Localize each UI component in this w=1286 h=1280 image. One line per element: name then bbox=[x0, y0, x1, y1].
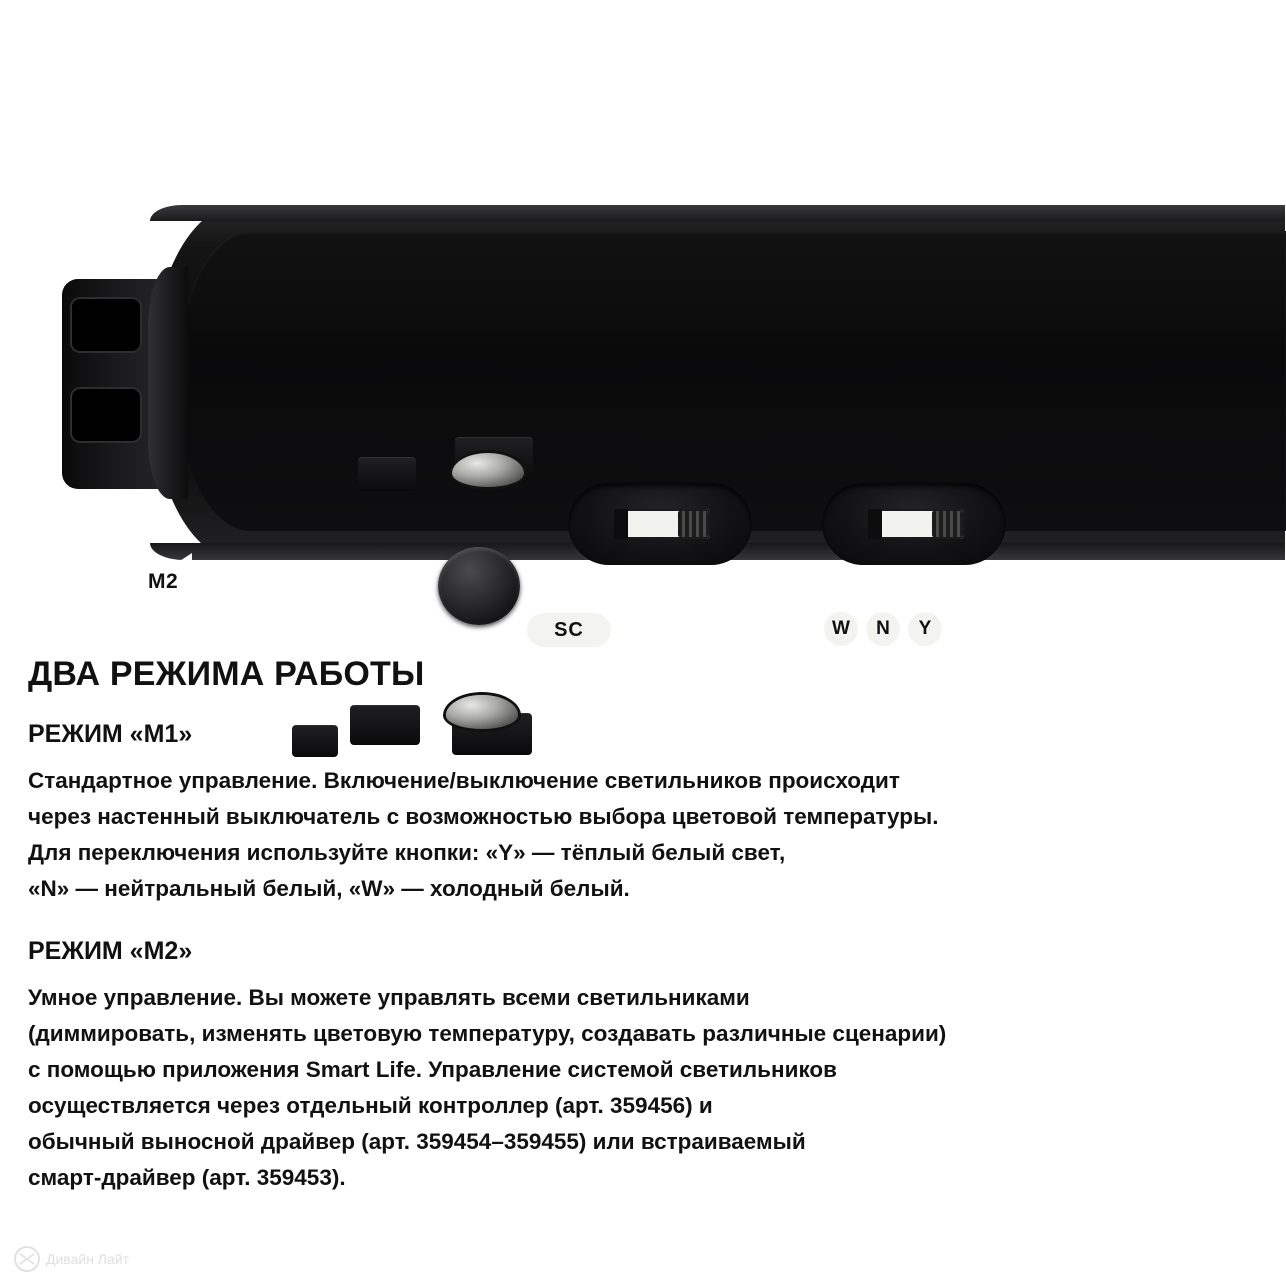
section-body-m1 bbox=[28, 763, 1258, 907]
callout-temperature-switch: Переключатель цветовой температуры: холодный белый/ белый/теплый белый bbox=[724, 661, 1260, 677]
section-heading-m2: РЕЖИМ «M2» bbox=[28, 937, 193, 965]
mode-label-m2: M2 bbox=[636, 614, 668, 639]
direction-arrow-label: M2 bbox=[148, 570, 179, 593]
watermark-logo-icon bbox=[14, 1246, 40, 1272]
paragraph-line: Умное управление. Вы можете управлять всеми светильниками bbox=[28, 985, 750, 1010]
paragraph-line: с помощью приложения Smart Life. Управление системой светильников bbox=[28, 1057, 837, 1082]
end-cap-slot-top bbox=[70, 297, 142, 353]
arrow-right-icon bbox=[733, 619, 746, 637]
dip-switch-off-area bbox=[614, 509, 628, 539]
end-cap-shadow bbox=[148, 267, 188, 499]
paragraph-line: через настенный выключатель с возможностью выбора цветовой температуры. bbox=[28, 804, 939, 829]
dip-switch-knob[interactable] bbox=[932, 511, 962, 537]
paragraph-line: «N» — нейтральный белый, «W» — холодный белый. bbox=[28, 876, 630, 901]
dip-switch-track[interactable] bbox=[614, 509, 710, 539]
dip-switch-well-right bbox=[822, 483, 1006, 565]
watermark-label: Дивайн Лайт bbox=[46, 1251, 130, 1267]
direction-note bbox=[200, 563, 410, 615]
round-push-button[interactable] bbox=[438, 547, 520, 625]
direction-note-line-1: Направляйте в bbox=[200, 565, 349, 587]
sc-label: SC bbox=[527, 613, 611, 647]
track-inner-face bbox=[176, 231, 1286, 531]
callout-smart-control: Умное управление, диммирование и регулировка цветовой температуры bbox=[724, 686, 1217, 702]
paragraph-line: Стандартное управление. Включение/выключение светильников происходит bbox=[28, 768, 900, 793]
section-heading-m1: РЕЖИМ «M1» bbox=[28, 720, 193, 748]
paragraph-line: Для переключения используйте кнопки: «Y» — тёплый белый свет, bbox=[28, 840, 786, 865]
mode-underline-m2 bbox=[634, 641, 672, 644]
metal-contact bbox=[452, 453, 524, 487]
paragraph-line: осуществляется через отдельный контроллер (арт. 359456) и bbox=[28, 1093, 713, 1118]
dip-switch-knob[interactable] bbox=[678, 511, 708, 537]
mounting-clip bbox=[358, 457, 416, 491]
paragraph-line: смарт-драйвер (арт. 359453). bbox=[28, 1165, 346, 1190]
dip-switch-track[interactable] bbox=[868, 509, 964, 539]
section-body-m2 bbox=[28, 980, 1258, 1196]
mode-underline-m1 bbox=[679, 641, 717, 644]
watermark bbox=[14, 1246, 129, 1272]
end-cap-slot-bottom bbox=[70, 387, 142, 443]
paragraph-line: (диммировать, изменять цветовую температуру, создавать различные сценарии) bbox=[28, 1021, 947, 1046]
track-top-edge bbox=[150, 205, 1285, 221]
arrow-right-icon bbox=[799, 619, 812, 637]
button-y[interactable]: Y bbox=[908, 612, 942, 646]
mode-label-m1: M1 bbox=[681, 614, 713, 639]
direction-note-line-2: сторону к драйверу bbox=[200, 591, 397, 613]
arrow-left-icon bbox=[616, 619, 630, 639]
dip-switch-off-area bbox=[868, 509, 882, 539]
dip-switch-well-left bbox=[568, 483, 752, 565]
paragraph-line: обычный выносной драйвер (арт. 359454–359455) или встраиваемый bbox=[28, 1129, 806, 1154]
button-w[interactable]: W bbox=[824, 612, 858, 646]
button-n[interactable]: N bbox=[866, 612, 900, 646]
arrow-right-icon bbox=[766, 619, 779, 637]
content-block bbox=[28, 655, 1258, 1226]
page-title: ДВА РЕЖИМА РАБОТЫ bbox=[28, 655, 425, 693]
